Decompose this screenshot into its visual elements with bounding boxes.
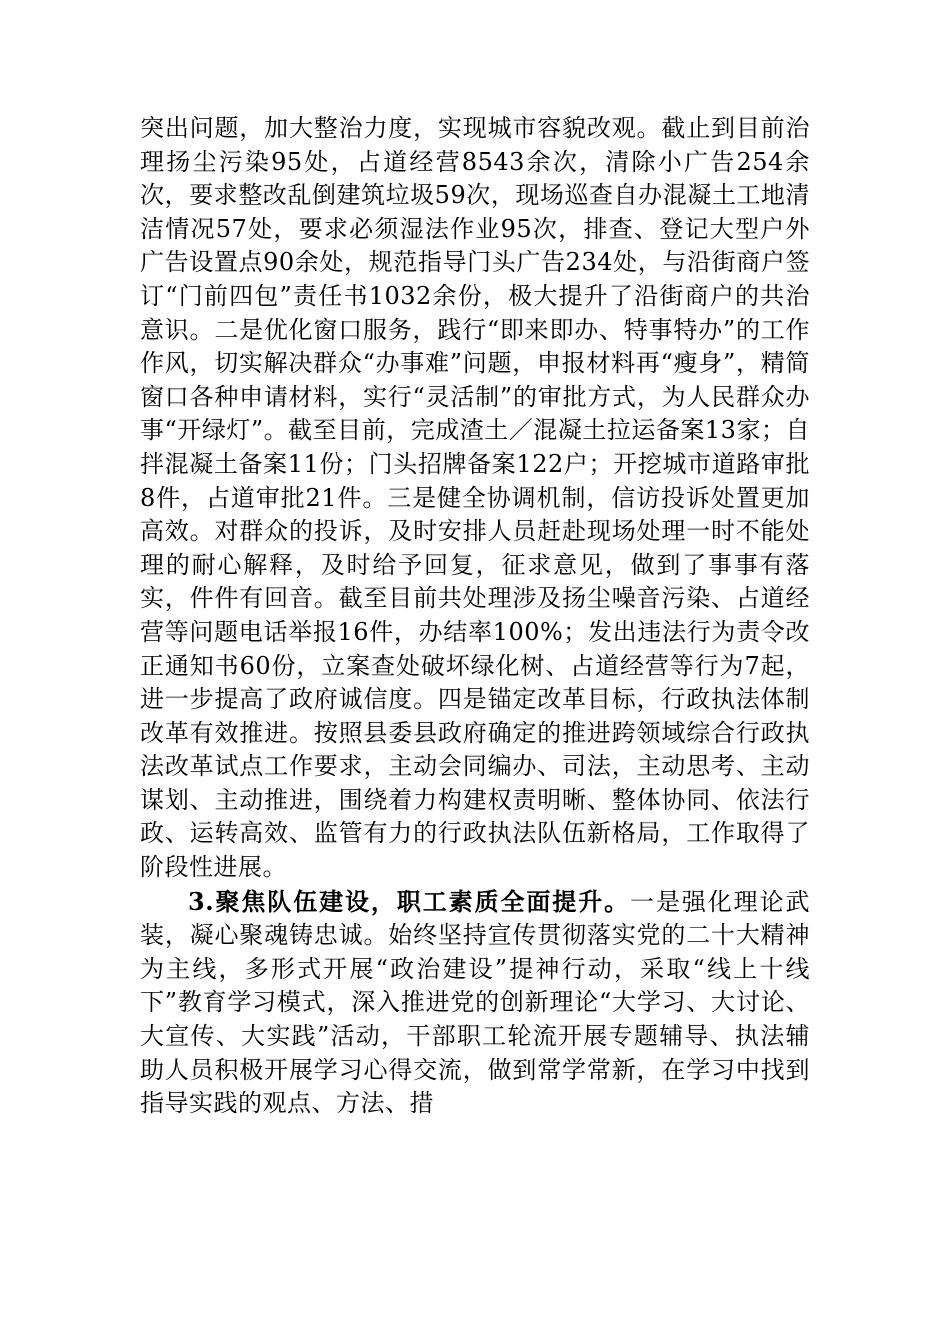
paragraph-1: 突出问题，加大整治力度，实现城市容貌改观。截止到目前治理扬尘污染95处，占道经营8543余次，清除小广告254余次，要求整改乱倒建筑垃圾59次，现场巡查自办混凝土工地清洁情况57处，要求必须湿法作业95次，排查、登记大型户外广告设置点90余处，规范指导门头广告234处，与沿街商户签订“门前四包”责任书1032余份，极大提升了沿街商户的共治意识。二是优化窗口服务，践行“即来即办、特事特办”的工作作风，切实解决群众“办事难”问题，申报材料再“瘦身”，精简窗口各种申请材料，实行“灵活制”的审批方式，为人民群众办事“开绿灯”。截至目前，完成渣土／混凝土拉运备案13家；自拌混凝土备案11份；门头招牌备案122户；开挖城市道路审批8件，占道审批21件。三是健全协调机制，信访投诉处置更加高效。对群众的投诉，及时安排人员赶赴现场处理一时不能处理的耐心解释，及时给予回复，征求意见，做到了事事有落实，件件有回音。截至目前共处理涉及扬尘噪音污染、占道经营等问题电话举报16件，办结率100%；发出违法行为责令改正通知书60份，立案查处破坏绿化树、占道经营等行为7起，进一步提高了政府诚信度。四是锚定改革目标，行政执法体制改革有效推进。按照县委县政府确定的推进跨领域综合行政执法改革试点工作要求，主动会同编办、司法，主动思考、主动谋划、主动推进，围绕着力构建权责明晰、整体协同、依法行政、运转高效、监管有力的行政执法队伍新格局，工作取得了阶段性进展。 bbox=[140, 114, 810, 882]
document-body bbox=[140, 112, 810, 1121]
paragraph-2-body: 一是强化理论武装，凝心聚魂铸忠诚。始终坚持宣传贯彻落实党的二十大精神为主线，多形式开展“政治建设”提神行动，采取“线上十线下”教育学习模式，深入推进党的创新理论“大学习、大讨论、大宣传、大实践”活动，干部职工轮流开展专题辅导、执法辅助人员积极开展学习心得交流，做到常学常新，在学习中找到指导实践的观点、方法、措 bbox=[140, 887, 810, 1118]
paragraph-2 bbox=[140, 885, 810, 1121]
section-heading: 3.聚焦队伍建设，职工素质全面提升。 bbox=[188, 886, 631, 916]
